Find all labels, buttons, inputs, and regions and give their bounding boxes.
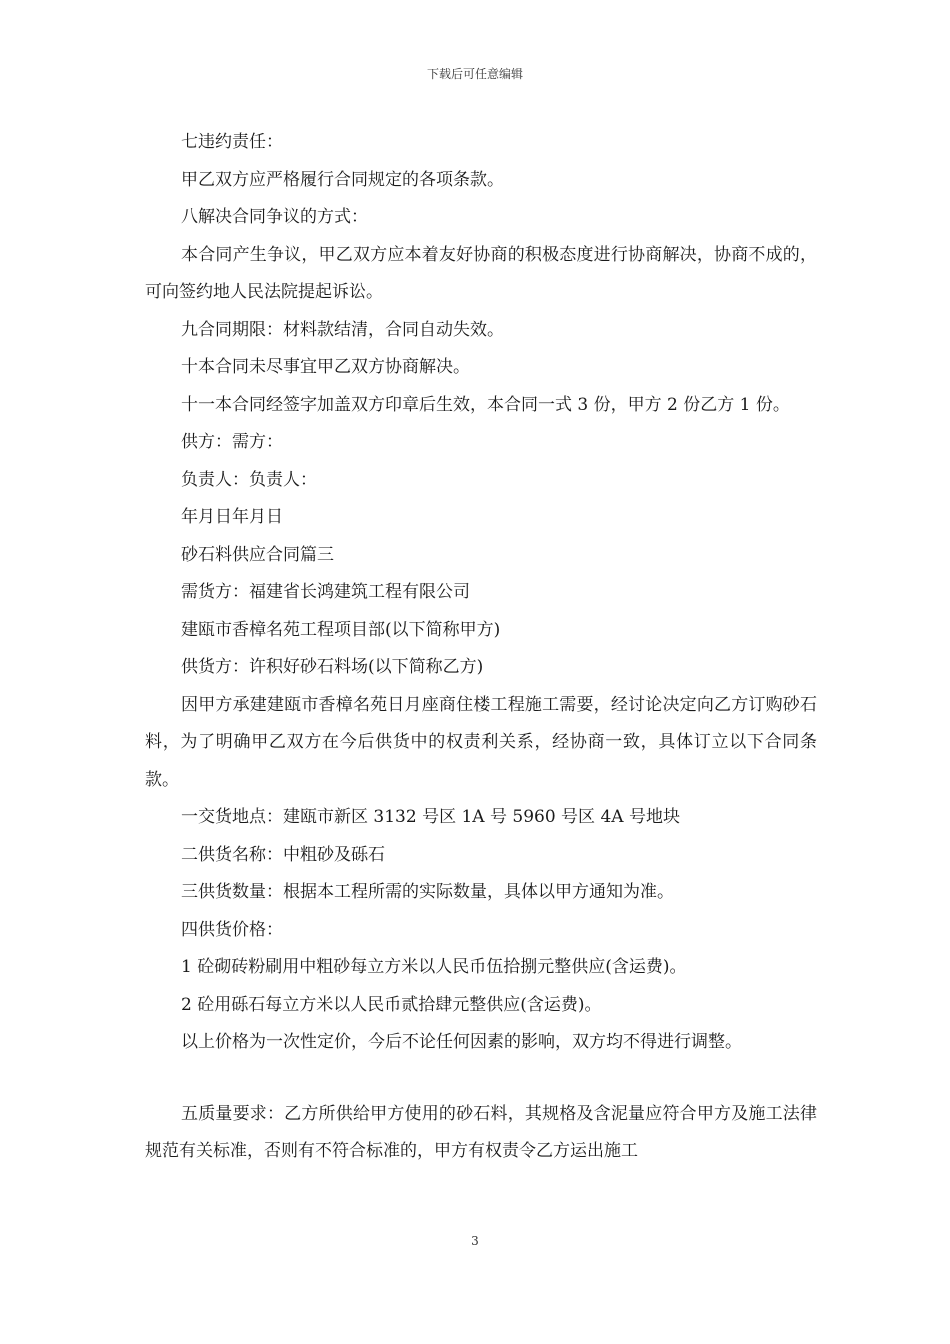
- paragraph: 本合同产生争议，甲乙双方应本着友好协商的积极态度进行协商解决，协商不成的，可向签约地人民法院提起诉讼。: [145, 244, 817, 302]
- supplier-line: 供货方：许积好砂石料场(以下简称乙方): [181, 657, 484, 677]
- clause-delivery-location: 一交货地点：建瓯市新区 3132 号区 1A 号 5960 号区 4A 号地块: [181, 807, 680, 827]
- page-number: 3: [471, 1234, 479, 1248]
- section-heading-dispute-resolution: 八解决合同争议的方式：: [181, 207, 368, 227]
- price-item-sand: 1 砼砌砖粉刷用中粗砂每立方米以人民币伍拾捌元整供应(含运费)。: [181, 957, 687, 977]
- page-header: 下载后可任意编辑: [426, 67, 523, 81]
- contract-title: 砂石料供应合同篇三: [181, 544, 334, 565]
- price-note: 以上价格为一次性定价，今后不论任何因素的影响，双方均不得进行调整。: [181, 1032, 742, 1052]
- section-heading-breach-liability: 七违约责任：: [181, 132, 283, 152]
- paragraph: 甲乙双方应严格履行合同规定的各项条款。: [181, 169, 504, 190]
- paragraph: 因甲方承建建瓯市香樟名苑日月座商住楼工程施工需要，经讨论决定向乙方订购砂石料，为了明确甲乙双方在今后供货中的权责利关系，经协商一致，具体订立以下合同条款。: [145, 694, 817, 790]
- clause-price-heading: 四供货价格：: [181, 919, 283, 940]
- buyer-department-line: 建瓯市香樟名苑工程项目部(以下简称甲方): [181, 619, 501, 640]
- signature-line-parties: 供方：需方：: [181, 432, 283, 452]
- document-body: [145, 124, 817, 1171]
- signature-line-representatives: 负责人：负责人：: [181, 469, 317, 490]
- clause-goods-name: 二供货名称：中粗砂及砾石: [181, 844, 385, 865]
- signature-line-dates: 年月日年月日: [181, 507, 283, 527]
- paragraph: 十一本合同经签字加盖双方印章后生效，本合同一式 3 份，甲方 2 份乙方 1 份。: [181, 394, 790, 415]
- buyer-line: 需货方：福建省长鸿建筑工程有限公司: [181, 582, 470, 602]
- paragraph: 十本合同未尽事宜甲乙双方协商解决。: [181, 357, 470, 377]
- clause-quantity: 三供货数量：根据本工程所需的实际数量，具体以甲方通知为准。: [181, 882, 674, 902]
- paragraph: 九合同期限：材料款结清，合同自动失效。: [181, 319, 504, 340]
- price-item-gravel: 2 砼用砾石每立方米以人民币贰拾肆元整供应(含运费)。: [181, 994, 602, 1015]
- clause-quality-requirements: 五质量要求：乙方所供给甲方使用的砂石料，其规格及含泥量应符合甲方及施工法律规范有关标准，否则有不符合标准的，甲方有权责令乙方运出施工: [145, 1103, 817, 1161]
